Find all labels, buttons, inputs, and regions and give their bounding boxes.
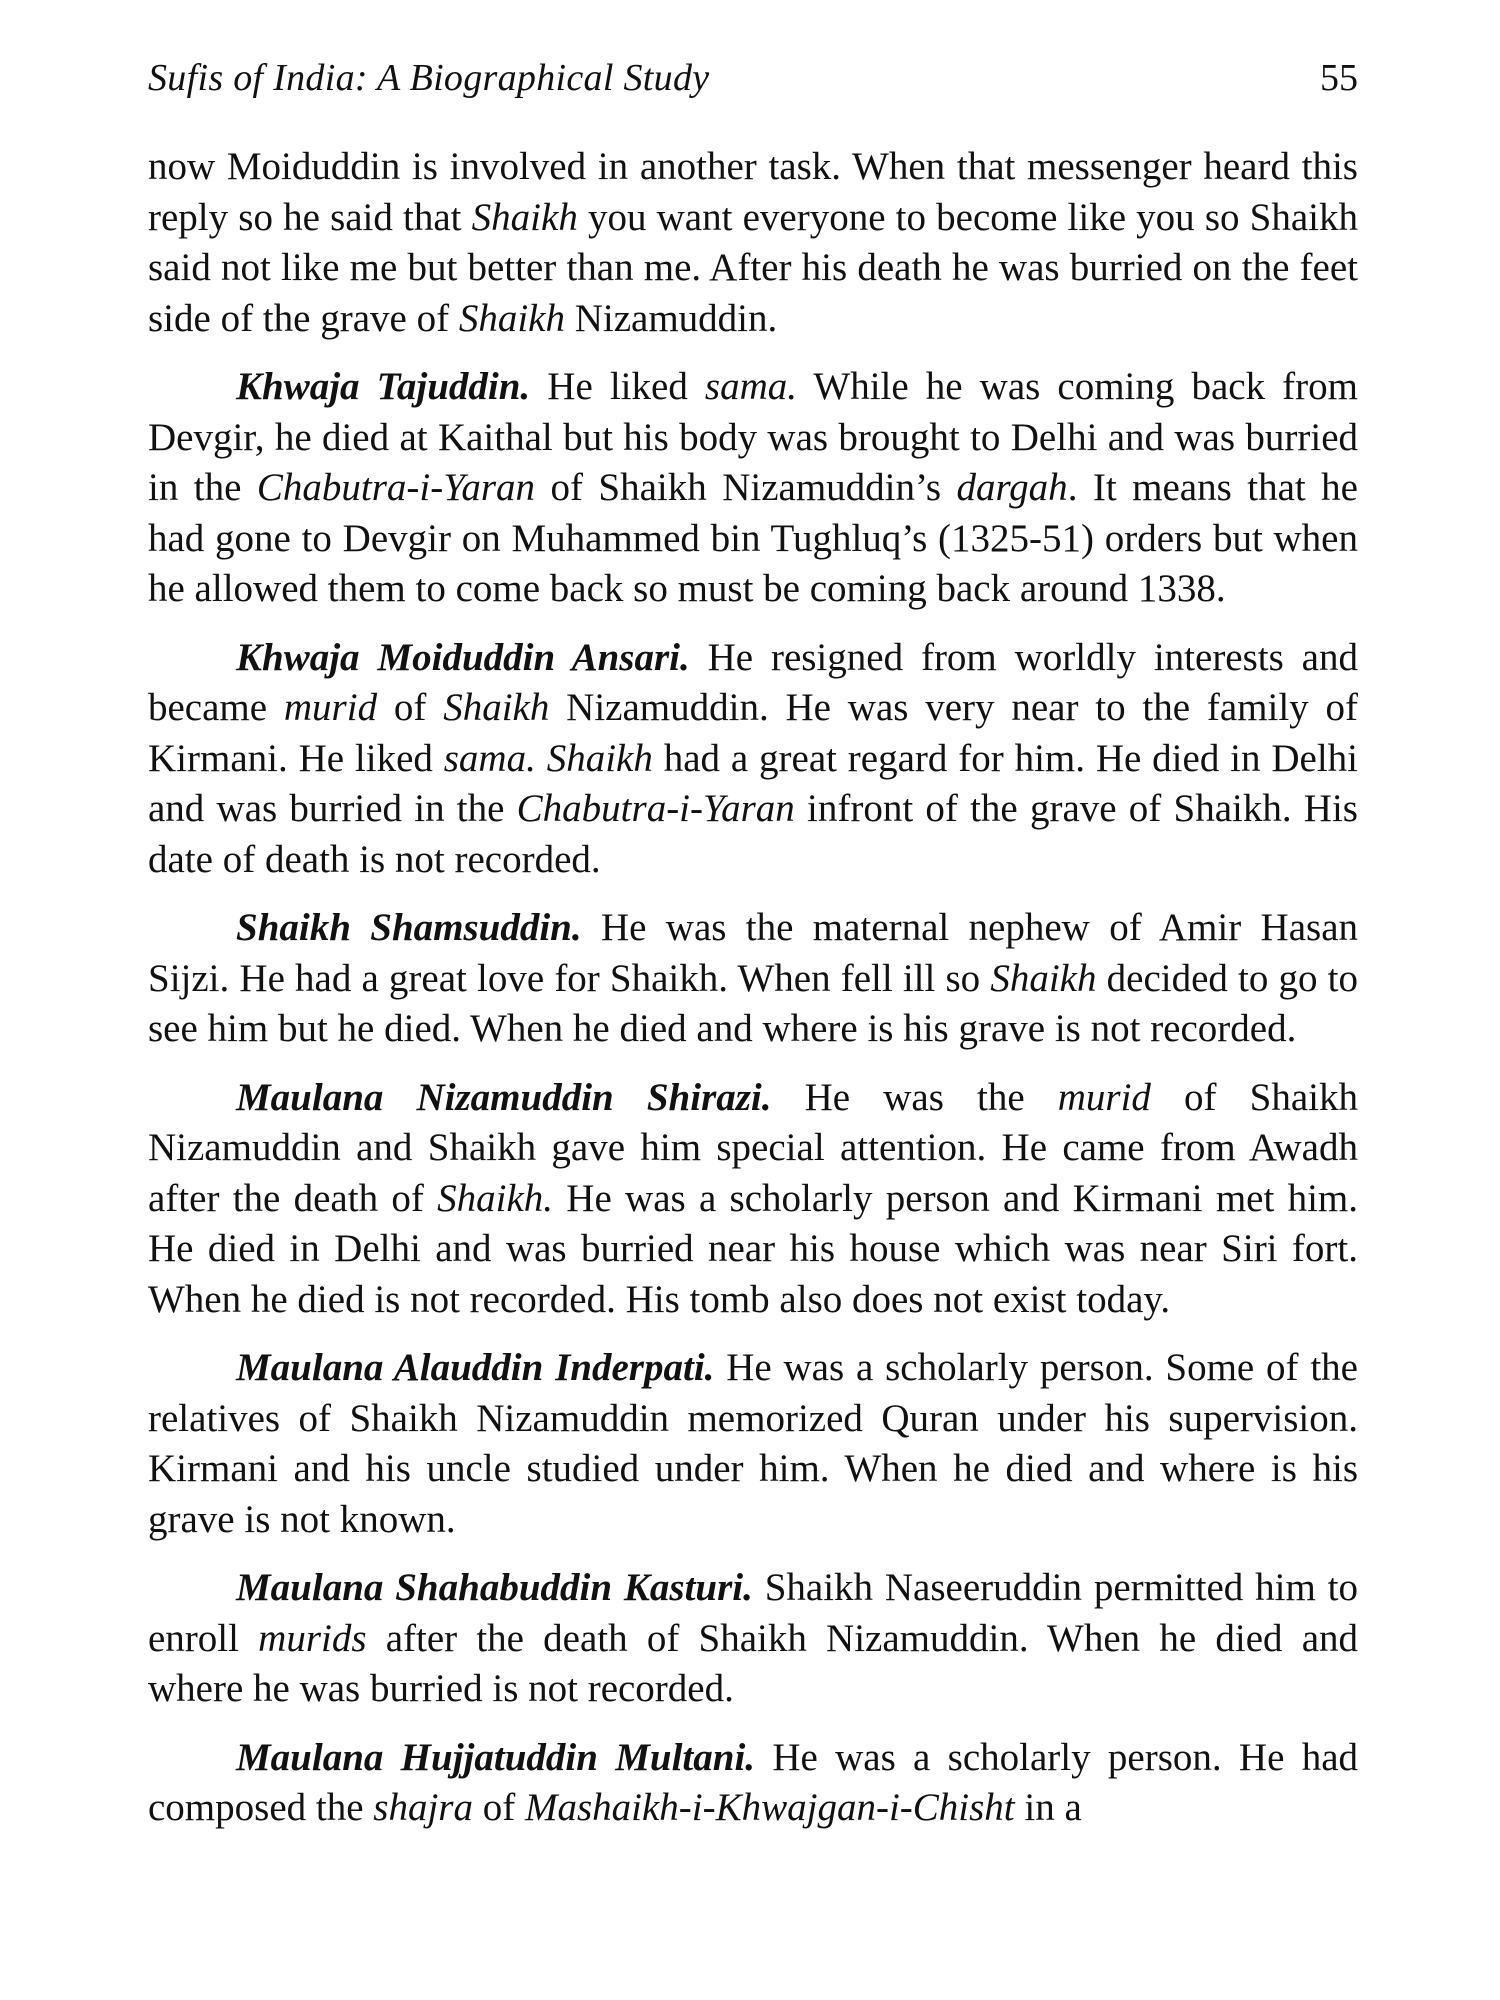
text-run: you want everyone to become like you so Shaikh said not like me but better than me. After his death he was burried on the feet side of the grave of (148, 195, 1358, 340)
page-number: 55 (1320, 57, 1358, 99)
sufi-name-heading: Khwaja Tajuddin. (236, 365, 531, 408)
text-run: had a great regard for him. He died in Delhi and was burried in the (148, 736, 1359, 830)
sufi-name-heading: Maulana Alauddin Inderpati. (236, 1346, 715, 1389)
paragraph (148, 1073, 1358, 1326)
running-title: Sufis of India: A Biographical Study (148, 57, 710, 99)
paragraph (148, 362, 1358, 615)
italic-term: Shaikh. (437, 1176, 554, 1220)
sufi-name-heading: Maulana Hujjatuddin Multani. (236, 1735, 756, 1779)
text-run: of Shaikh Nizamuddin’s (535, 466, 957, 509)
text-run: in a (1014, 1786, 1082, 1829)
italic-term: sama. (704, 365, 797, 408)
text-run: now Moiduddin is involved in another task. When that messenger heard this reply so he said that (148, 145, 1358, 239)
text-run: . It means that he had gone to Devgir on Muhammed bin Tughluq’s (1325-51) orders but when he allowed them to come back so must be coming back around 1338. (148, 466, 1358, 610)
text-run: He liked (530, 365, 705, 408)
text-run: of (377, 686, 444, 729)
sufi-name-heading: Maulana Nizamuddin Shirazi. (236, 1075, 772, 1119)
paragraph (148, 142, 1358, 344)
paragraph (148, 1343, 1358, 1545)
italic-term: Shaikh (443, 686, 550, 729)
text-run (536, 737, 547, 780)
text-run: He was a scholarly person. Some of the relatives of Shaikh Nizamuddin memorized Quran under his supervision. Kirmani and his uncle studied under him. When he died and where is his grave is not known. (148, 1346, 1358, 1541)
italic-term: Shaikh (990, 956, 1097, 1000)
text-run: He was a scholarly person and Kirmani met him. He died in Delhi and was burried near his house which was near Siri fort. When he died is not recorded. His tomb also does not exist today. (148, 1176, 1358, 1321)
italic-term: sama. (443, 736, 536, 780)
sufi-name-heading: Shaikh Shamsuddin. (236, 906, 582, 949)
sufi-name-heading: Khwaja Moiduddin Ansari. (236, 635, 690, 679)
text-run: Nizamuddin. He was very near to the family of Kirmani. He liked (148, 686, 1358, 780)
text-run: He resigned from worldly interests and became (148, 635, 1358, 729)
text-run: He was the maternal nephew of Amir Hasan Sijzi. He had a great love for Shaikh. When fell ill so (148, 906, 1359, 1000)
text-run: Shaikh Naseeruddin permitted him to enroll (148, 1566, 1358, 1660)
text-run: after the death of Shaikh Nizamuddin. When he died and where he was burried is not recorded. (148, 1616, 1359, 1710)
paragraph (148, 903, 1358, 1055)
italic-term: Mashaikh-i-Khwajgan-i-Chisht (524, 1786, 1015, 1829)
italic-term: Chabutra-i-Yaran (516, 787, 795, 830)
text-run: of (472, 1786, 525, 1829)
italic-term: Chabutra-i-Yaran (256, 466, 536, 509)
text-run: decided to go to see him but he died. When he died and where is his grave is not recorded. (148, 956, 1359, 1050)
italic-term: dargah (956, 466, 1068, 509)
italic-term: Shaikh (546, 736, 653, 780)
paragraph (148, 633, 1358, 886)
text-run: He was a scholarly person. He had composed the (148, 1735, 1359, 1829)
text-run: He was the (771, 1075, 1058, 1119)
text-run: While he was coming back from Devgir, he died at Kaithal but his body was brought to Delhi and was burried in the (148, 365, 1358, 509)
italic-term: murid (1057, 1075, 1151, 1119)
text-run: Nizamuddin. (564, 296, 778, 340)
italic-term: murid (283, 686, 378, 729)
italic-term: Shaikh (471, 195, 578, 239)
text-run: of Shaikh Nizamuddin and Shaikh gave him special attention. He came from Awadh after the death of (148, 1075, 1358, 1220)
page-header (148, 52, 1358, 112)
italic-term: shajra (373, 1786, 473, 1829)
text-run: infront of the grave of Shaikh. His date of death is not recorded. (148, 787, 1358, 881)
paragraph (148, 1733, 1358, 1834)
paragraph (148, 1563, 1358, 1715)
italic-term: murids (258, 1616, 367, 1660)
italic-term: Shaikh (458, 296, 565, 340)
sufi-name-heading: Maulana Shahabuddin Kasturi. (236, 1566, 753, 1609)
body-text (148, 142, 1358, 1852)
